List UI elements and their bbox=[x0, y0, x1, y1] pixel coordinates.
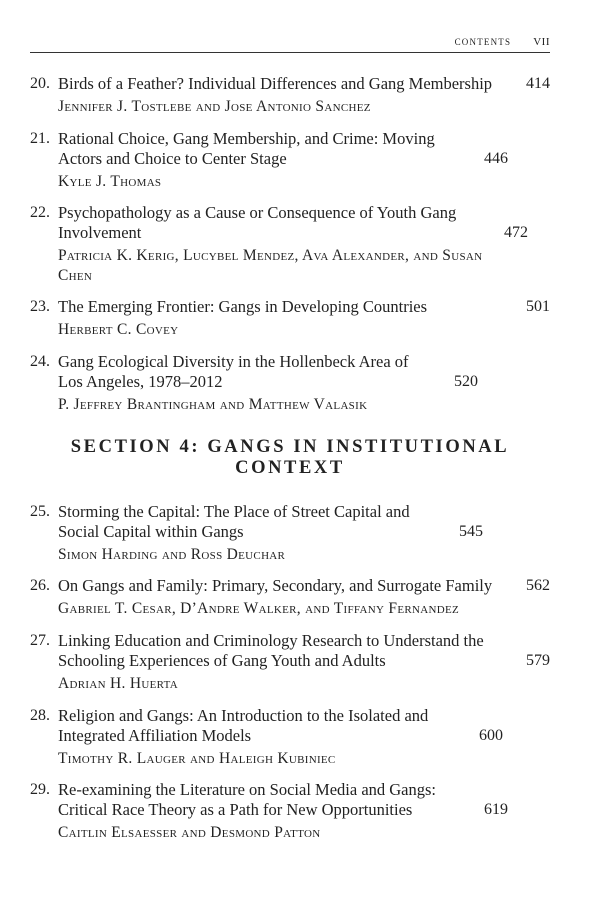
entry-page: 600 bbox=[479, 727, 503, 744]
entry-page: 562 bbox=[526, 577, 550, 594]
entry-title: Religion and Gangs: An Introduction to the Isolated and Integrated Affiliation Models bbox=[58, 706, 429, 745]
entry-authors: Adrian H. Huerta bbox=[58, 675, 178, 692]
header-label: contents bbox=[454, 33, 512, 48]
header-rule bbox=[30, 52, 550, 53]
entry-title: Psychopathology as a Cause or Consequence of Youth Gang Involvement bbox=[58, 203, 457, 242]
entry-authors: Herbert C. Covey bbox=[58, 321, 179, 338]
entry-authors: Patricia K. Kerig, Lucybel Mendez, Ava Alexander, and Susan Chen bbox=[58, 247, 483, 284]
section-heading: SECTION 4: GANGS IN INSTITUTIONAL CONTEXT bbox=[70, 437, 510, 478]
entry-title: The Emerging Frontier: Gangs in Developing Countries bbox=[58, 297, 428, 316]
entry-authors: Caitlin Elsaesser and Desmond Patton bbox=[58, 824, 321, 841]
entry-title: Re-examining the Literature on Social Media and Gangs: Critical Race Theory as a Path for New Opportunities bbox=[58, 780, 437, 819]
entry-title: Storming the Capital: The Place of Street Capital and Social Capital within Gangs bbox=[58, 502, 410, 541]
entry-title: Gang Ecological Diversity in the Hollenbeck Area of Los Angeles, 1978–2012 bbox=[58, 352, 409, 391]
entry-title: Linking Education and Criminology Research to Understand the Schooling Experiences of Gang Youth and Adults bbox=[58, 631, 484, 670]
toc-entry bbox=[30, 576, 550, 619]
toc-entry bbox=[30, 780, 550, 843]
entry-page: 520 bbox=[454, 373, 478, 390]
entry-authors: Gabriel T. Cesar, D’Andre Walker, and Tiffany Fernandez bbox=[58, 600, 459, 617]
entry-number: 20. bbox=[30, 75, 50, 92]
entry-number: 26. bbox=[30, 577, 50, 594]
entry-title: Rational Choice, Gang Membership, and Crime: Moving Actors and Choice to Center Stage bbox=[58, 129, 435, 168]
entry-number: 25. bbox=[30, 503, 50, 520]
toc-entry bbox=[30, 502, 550, 565]
entry-number: 24. bbox=[30, 353, 50, 370]
entry-number: 29. bbox=[30, 781, 50, 798]
toc-entry bbox=[30, 297, 550, 340]
entry-page: 472 bbox=[504, 224, 528, 241]
header-page-number: vii bbox=[533, 33, 550, 49]
entry-page: 414 bbox=[526, 75, 550, 92]
entry-page: 545 bbox=[459, 523, 483, 540]
entry-authors: Jennifer J. Tostlebe and Jose Antonio Sanchez bbox=[58, 98, 371, 115]
entry-number: 22. bbox=[30, 204, 50, 221]
entry-title: Birds of a Feather? Individual Differences and Gang Membership bbox=[58, 74, 493, 93]
entry-number: 21. bbox=[30, 130, 50, 147]
entry-page: 619 bbox=[484, 801, 508, 818]
toc-entry bbox=[30, 129, 550, 192]
entry-page: 579 bbox=[526, 652, 550, 669]
entry-number: 28. bbox=[30, 707, 50, 724]
toc-entry bbox=[30, 706, 550, 769]
toc-entry bbox=[30, 74, 550, 117]
entry-authors: Simon Harding and Ross Deuchar bbox=[58, 546, 286, 563]
entry-authors: P. Jeffrey Brantingham and Matthew Valasik bbox=[58, 396, 368, 413]
toc-entry bbox=[30, 352, 550, 415]
running-header bbox=[30, 33, 550, 50]
entry-number: 27. bbox=[30, 632, 50, 649]
toc-entry bbox=[30, 631, 550, 694]
toc-entry bbox=[30, 203, 550, 286]
entry-authors: Kyle J. Thomas bbox=[58, 173, 162, 190]
entry-authors: Timothy R. Lauger and Haleigh Kubiniec bbox=[58, 750, 336, 767]
entry-title: On Gangs and Family: Primary, Secondary, and Surrogate Family bbox=[58, 576, 493, 595]
entry-number: 23. bbox=[30, 298, 50, 315]
entry-page: 501 bbox=[526, 298, 550, 315]
entry-page: 446 bbox=[484, 150, 508, 167]
